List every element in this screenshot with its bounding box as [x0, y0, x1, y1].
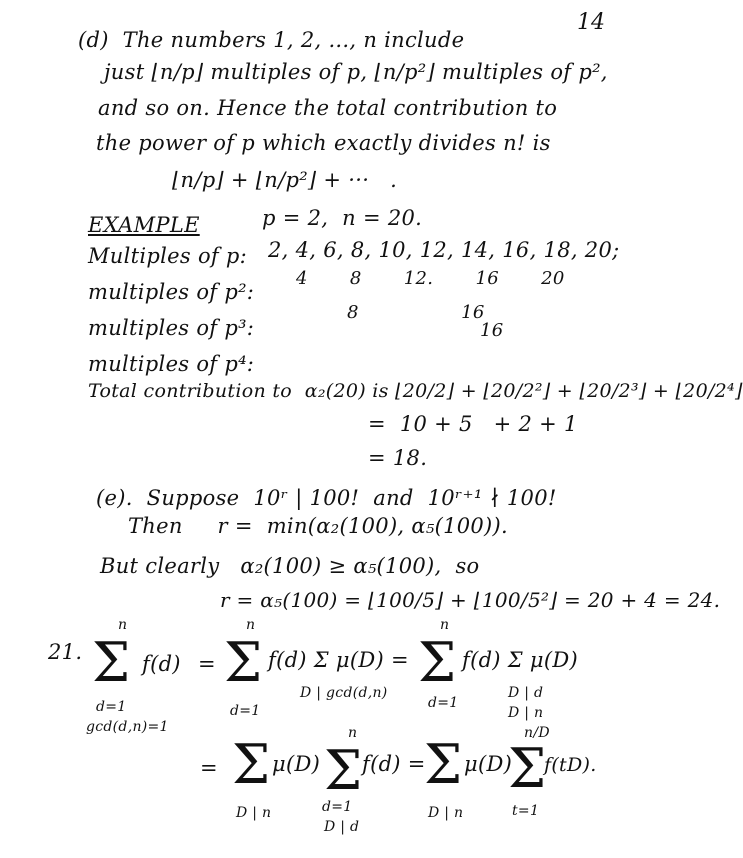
part-d-line-1: (d) The numbers 1, 2, ..., n include: [78, 28, 465, 52]
problem-number: 21.: [48, 640, 83, 664]
sigma-3: Σ: [418, 631, 457, 694]
example-sum-line: = 10 + 5 + 2 + 1: [368, 412, 578, 436]
line2-mu-2: μ(D): [464, 752, 513, 776]
sum2-lower-1: d=1: [230, 703, 261, 719]
sum3-lower-2: D | d: [508, 685, 544, 701]
line2-lower-2: d=1: [322, 799, 353, 815]
line2-mu-1: μ(D): [272, 752, 321, 776]
example-result-line: = 18.: [368, 446, 428, 470]
example-heading: EXAMPLE: [88, 213, 200, 237]
line2-lower-1: D | n: [236, 805, 272, 821]
sigma-4: Σ: [232, 733, 271, 796]
part-d-line-4: the power of p which exactly divides n! is: [96, 131, 551, 155]
part-e-line-3: But clearly α₂(100) ≥ α₅(100), so: [100, 554, 480, 578]
example-row-4-values: 16: [480, 320, 504, 341]
part-d-line-3: and so on. Hence the total contribution to: [98, 96, 558, 120]
sum1-upper: n: [118, 617, 128, 633]
example-params: p = 2, n = 20.: [262, 206, 423, 230]
equals-2: =: [200, 756, 218, 780]
line2-upper-2: n/D: [524, 725, 550, 741]
line2-lower-4: D | n: [428, 805, 464, 821]
line2-lower-3: D | d: [324, 819, 360, 835]
sum2-body: f(d) Σ μ(D) =: [268, 648, 409, 672]
equals-1: =: [198, 652, 216, 676]
line2-body-4: f(tD).: [544, 754, 597, 776]
example-row-2-label: multiples of p²:: [88, 280, 255, 304]
example-row-1-label: Multiples of p:: [88, 244, 248, 268]
example-row-3-values: 8 16: [347, 302, 485, 323]
example-total-label: Total contribution to α₂(20) is ⌊20/2⌋ + ⌊20/2²⌋ + ⌊20/2³⌋ + ⌊20/2⁴⌋: [88, 380, 743, 402]
part-e-line-2: Then r = min(α₂(100), α₅(100)).: [128, 514, 509, 538]
sum1-lower-1: d=1: [96, 699, 127, 715]
part-d-line-2: just ⌊n/p⌋ multiples of p, ⌊n/p²⌋ multiples of p²,: [104, 60, 608, 84]
part-d-line-5: ⌊n/p⌋ + ⌊n/p²⌋ + ··· .: [172, 168, 398, 192]
line2-lower-5: t=1: [512, 803, 540, 819]
sigma-7: Σ: [508, 737, 547, 800]
line2-body-2: f(d) =: [362, 752, 426, 776]
example-row-1-values: 2, 4, 6, 8, 10, 12, 14, 16, 18, 20;: [268, 238, 620, 262]
sigma-6: Σ: [424, 733, 463, 796]
page-number: 14: [577, 10, 605, 35]
sum2-lower-2: D | gcd(d,n): [300, 685, 388, 701]
sum1-lower-2: gcd(d,n)=1: [86, 719, 169, 735]
part-e-line-4: r = α₅(100) = ⌊100/5⌋ + ⌊100/5²⌋ = 20 + 4 = 24.: [220, 588, 721, 612]
sum3-lower-3: D | n: [508, 705, 544, 721]
sigma-5: Σ: [324, 739, 363, 802]
example-row-2-values: 4 8 12. 16 20: [296, 268, 565, 289]
sum3-upper: n: [440, 617, 450, 633]
sum3-body: f(d) Σ μ(D): [462, 648, 578, 672]
example-row-4-label: multiples of p⁴:: [88, 352, 255, 376]
part-e-line-1: (e). Suppose 10ʳ | 100! and 10ʳ⁺¹ ∤ 100!: [96, 486, 557, 510]
sigma-1: Σ: [92, 631, 131, 694]
sigma-2: Σ: [224, 631, 263, 694]
sum2-upper: n: [246, 617, 256, 633]
sum3-lower-1: d=1: [428, 695, 459, 711]
sum1-body: f(d): [142, 652, 181, 676]
example-row-3-label: multiples of p³:: [88, 316, 255, 340]
line2-upper-1: n: [348, 725, 358, 741]
